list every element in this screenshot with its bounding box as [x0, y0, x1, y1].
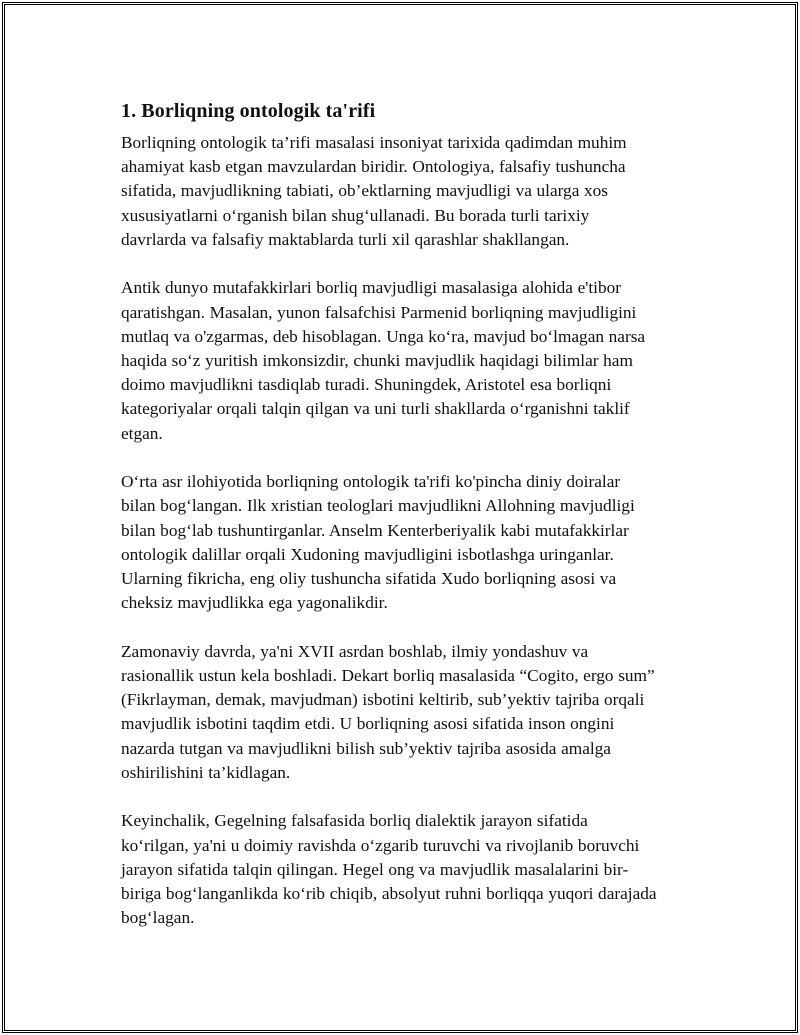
text-line: ahamiyat kasb etgan mavzulardan biridir. Ontologiya, falsafiy tushuncha: [121, 157, 626, 177]
text-line: nazarda tutgan va mavjudlikni bilish sub’yektiv tajriba asosida amalga: [121, 738, 611, 758]
page-border: [2, 2, 798, 1033]
text-line: ko‘rilgan, ya'ni u doimiy ravishda o‘zgarib turuvchi va rivojlanib boruvchi: [121, 835, 640, 855]
text-line: Zamonaviy davrda, ya'ni XVII asrdan boshlab, ilmiy yondashuv va: [121, 641, 589, 661]
section-heading: 1. Borliqning ontologik ta'rifi: [121, 100, 376, 122]
text-line: mavjudlik isbotini taqdim etdi. U borliqning asosi sifatida inson ongini: [121, 714, 615, 734]
text-line: oshirilishini ta’kidlagan.: [121, 762, 291, 782]
paragraph-middle-ages: [121, 470, 696, 615]
text-line: davrlarda va falsafiy maktablarda turli xil qarashlar shakllangan.: [121, 229, 570, 249]
text-line: doimo mavjudlikni tasdiqlab turadi. Shuningdek, Aristotel esa borliqni: [121, 375, 612, 395]
text-line: Keyinchalik, Gegelning falsafasida borliq dialektik jarayon sifatida: [121, 811, 588, 831]
text-line: haqida so‘z yuritish imkonsizdir, chunki mavjudlik haqidagi bilimlar ham: [121, 351, 633, 371]
text-line: mutlaq va o'zgarmas, deb hisoblagan. Unga ko‘ra, mavjud bo‘lmagan narsa: [121, 326, 646, 346]
text-line: qaratishgan. Masalan, yunon falsafchisi Parmenid borliqning mavjudligini: [121, 302, 637, 322]
text-line: Borliqning ontologik ta’rifi masalasi insoniyat tarixida qadimdan muhim: [121, 133, 627, 152]
text-line: biriga bog‘langanlikda ko‘rib chiqib, absolyut ruhni borliqqa yuqori darajada: [121, 884, 657, 904]
text-line: O‘rta asr ilohiyotida borliqning ontologik ta'rifi ko'pincha diniy doiralar: [121, 472, 621, 492]
text-line: bilan bog‘lab tushuntirganlar. Anselm Kenterberiyalik kabi mutafakkirlar: [121, 520, 629, 540]
text-line: etgan.: [121, 423, 163, 443]
paragraph-modern-era: [121, 640, 696, 785]
text-line: bilan bog‘langan. Ilk xristian teologlari mavjudlikni Allohning mavjudligi: [121, 496, 635, 516]
text-line: rasionallik ustun kela boshladi. Dekart borliq masalasida “Cogito, ergo sum”: [121, 666, 655, 686]
text-line: jarayon sifatida talqin qilingan. Hegel ong va mavjudlik masalalarini bir-: [121, 859, 629, 879]
text-line: kategoriyalar orqali talqin qilgan va uni turli shakllarda o‘rganishni taklif: [121, 399, 630, 419]
document-body: [121, 97, 696, 955]
text-line: Ularning fikricha, eng oliy tushuncha sifatida Xudo borliqning asosi va: [121, 569, 617, 589]
paragraph-antiquity: [121, 276, 696, 445]
paragraph-intro: [121, 131, 696, 252]
text-line: bog‘lagan.: [121, 908, 195, 928]
paragraph-hegel: [121, 809, 696, 930]
text-line: ontologik dalillar orqali Xudoning mavjudligini isbotlashga uringanlar.: [121, 544, 614, 564]
text-line: sifatida, mavjudlikning tabiati, ob’ektlarning mavjudligi va ularga xos: [121, 181, 608, 201]
text-line: cheksiz mavjudlikka ega yagonalikdir.: [121, 593, 388, 613]
text-line: xususiyatlarni o‘rganish bilan shug‘ullanadi. Bu borada turli tarixiy: [121, 205, 590, 225]
text-line: (Fikrlayman, demak, mavjudman) isbotini keltirib, sub’yektiv tajriba orqali: [121, 690, 645, 710]
text-line: Antik dunyo mutafakkirlari borliq mavjudligi masalasiga alohida e'tibor: [121, 278, 622, 298]
